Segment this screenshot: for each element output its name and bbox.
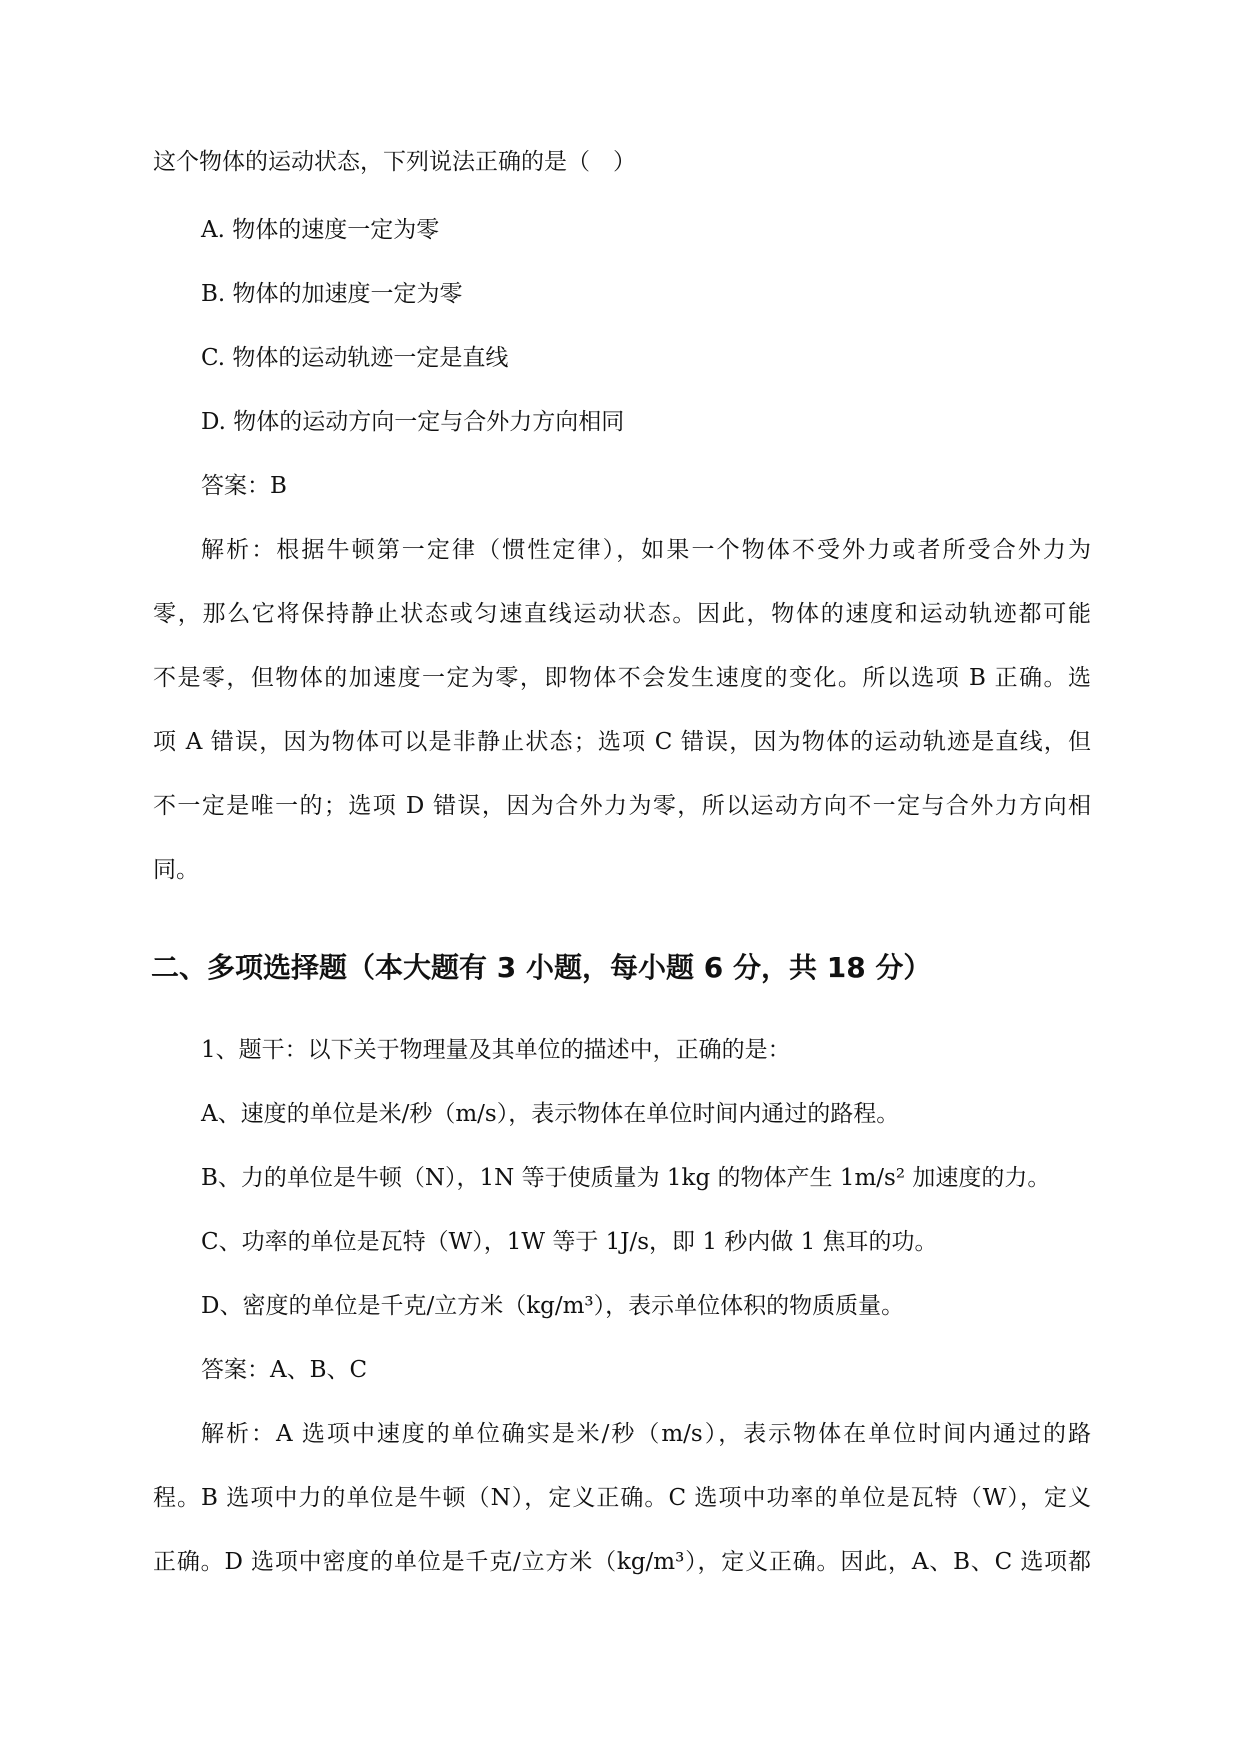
explanation-line: 不是零，但物体的加速度一定为零，即物体不会发生速度的变化。所以选项 B 正确。选 — [153, 665, 1091, 691]
option-a: A、速度的单位是米/秒（m/s），表示物体在单位时间内通过的路程。 — [201, 1101, 900, 1127]
section-heading: 二、多项选择题（本大题有 3 小题，每小题 6 分，共 18 分） — [151, 951, 932, 984]
option-a: A. 物体的速度一定为零 — [201, 217, 440, 243]
explanation-line: 解析：根据牛顿第一定律（惯性定律），如果一个物体不受外力或者所受合外力为 — [201, 537, 1091, 563]
explanation-line: 项 A 错误，因为物体可以是非静止状态；选项 C 错误，因为物体的运动轨迹是直线，但 — [153, 729, 1091, 755]
question-stem: 1、题干：以下关于物理量及其单位的描述中，正确的是： — [201, 1037, 791, 1063]
explanation-line: 程。B 选项中力的单位是牛顿（N），定义正确。C 选项中功率的单位是瓦特（W），定义 — [153, 1485, 1091, 1511]
explanation-line: 零，那么它将保持静止状态或匀速直线运动状态。因此，物体的速度和运动轨迹都可能 — [153, 601, 1091, 627]
explanation-line: 同。 — [153, 857, 199, 883]
answer: 答案：A、B、C — [201, 1357, 368, 1383]
option-d: D、密度的单位是千克/立方米（kg/m³），表示单位体积的物质质量。 — [201, 1293, 905, 1319]
question-stem-continuation: 这个物体的运动状态，下列说法正确的是（ ） — [153, 149, 636, 175]
answer: 答案：B — [201, 473, 287, 499]
option-c: C. 物体的运动轨迹一定是直线 — [201, 345, 509, 371]
option-c: C、功率的单位是瓦特（W），1W 等于 1J/s，即 1 秒内做 1 焦耳的功。 — [201, 1229, 938, 1255]
option-b: B、力的单位是牛顿（N），1N 等于使质量为 1kg 的物体产生 1m/s² 加速度的力。 — [201, 1165, 1051, 1191]
explanation-line: 解析：A 选项中速度的单位确实是米/秒（m/s），表示物体在单位时间内通过的路 — [201, 1421, 1091, 1447]
explanation-line: 正确。D 选项中密度的单位是千克/立方米（kg/m³），定义正确。因此，A、B、C 选项都 — [153, 1549, 1091, 1575]
option-d: D. 物体的运动方向一定与合外力方向相同 — [201, 409, 625, 435]
option-b: B. 物体的加速度一定为零 — [201, 281, 463, 307]
explanation-line: 不一定是唯一的；选项 D 错误，因为合外力为零，所以运动方向不一定与合外力方向相 — [153, 793, 1091, 819]
